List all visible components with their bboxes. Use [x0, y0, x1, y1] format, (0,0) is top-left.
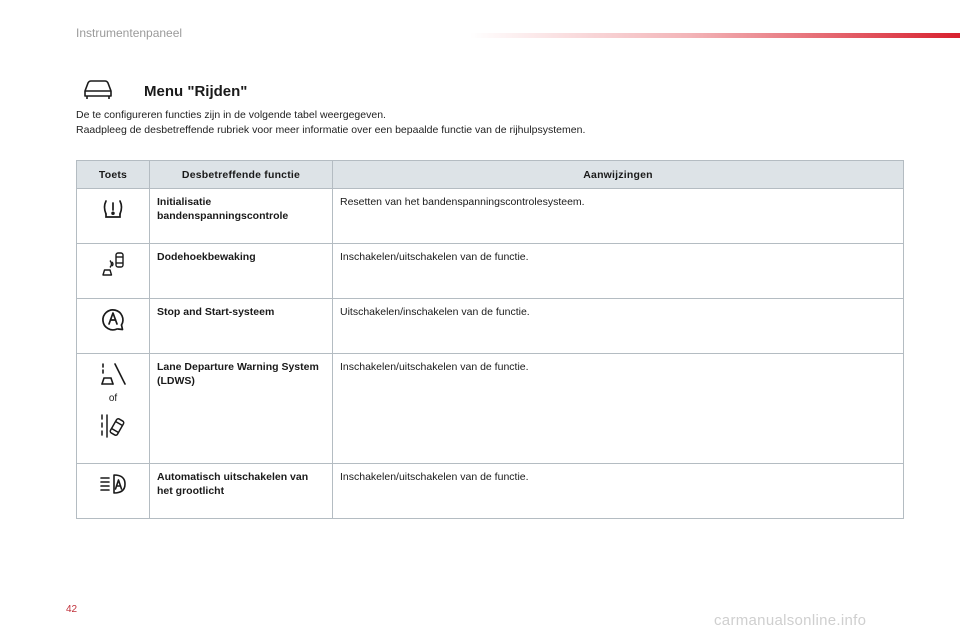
functions-table: [76, 160, 904, 519]
intro-text: [76, 108, 896, 138]
header-title: Instrumentenpaneel: [76, 26, 183, 40]
tyre-pressure-icon: [84, 195, 142, 223]
car-icon: [82, 78, 114, 105]
watermark: carmanualsonline.info: [714, 612, 867, 629]
function-name: Lane Departure Warning System (LDWS): [150, 354, 333, 464]
or-text: of: [108, 393, 118, 404]
stop-start-icon: [84, 305, 142, 333]
table-row: [77, 299, 904, 354]
intro-line-1: De te configureren functies zijn in de volgende tabel weergegeven.: [76, 109, 386, 121]
key-cell: [77, 244, 150, 299]
function-notes: Inschakelen/uitschakelen van de functie.: [333, 354, 904, 464]
auto-headlamp-icon: [84, 470, 142, 498]
lane-departure-alt-icon: [84, 412, 142, 440]
key-cell: [77, 189, 150, 244]
column-header-function: Desbetreffende functie: [150, 161, 333, 189]
table-row: [77, 354, 904, 464]
section-title: Menu "Rijden": [144, 83, 248, 100]
section-heading: [82, 78, 247, 105]
key-cell: [77, 299, 150, 354]
header-rule: [470, 33, 960, 38]
function-name: Stop and Start-systeem: [150, 299, 333, 354]
function-notes: Resetten van het bandenspanningscontrolesysteem.: [333, 189, 904, 244]
table-row: [77, 464, 904, 519]
function-name: Initialisatie bandenspanningscontrole: [150, 189, 333, 244]
function-name: Dodehoekbewaking: [150, 244, 333, 299]
function-notes: Inschakelen/uitschakelen van de functie.: [333, 244, 904, 299]
column-header-key: Toets: [77, 161, 150, 189]
function-name: Automatisch uitschakelen van het grootlicht: [150, 464, 333, 519]
lane-departure-icon: [84, 360, 142, 388]
function-notes: Inschakelen/uitschakelen van de functie.: [333, 464, 904, 519]
intro-line-2: Raadpleeg de desbetreffende rubriek voor meer informatie over een bepaalde functie van de rijhulpsystemen.: [76, 124, 586, 136]
table-row: [77, 189, 904, 244]
page-number: 42: [66, 604, 78, 615]
function-notes: Uitschakelen/inschakelen van de functie.: [333, 299, 904, 354]
key-cell: [77, 464, 150, 519]
table-header-row: [77, 161, 904, 189]
table-row: [77, 244, 904, 299]
key-cell: [77, 354, 150, 464]
column-header-notes: Aanwijzingen: [333, 161, 904, 189]
blind-spot-icon: [84, 250, 142, 278]
